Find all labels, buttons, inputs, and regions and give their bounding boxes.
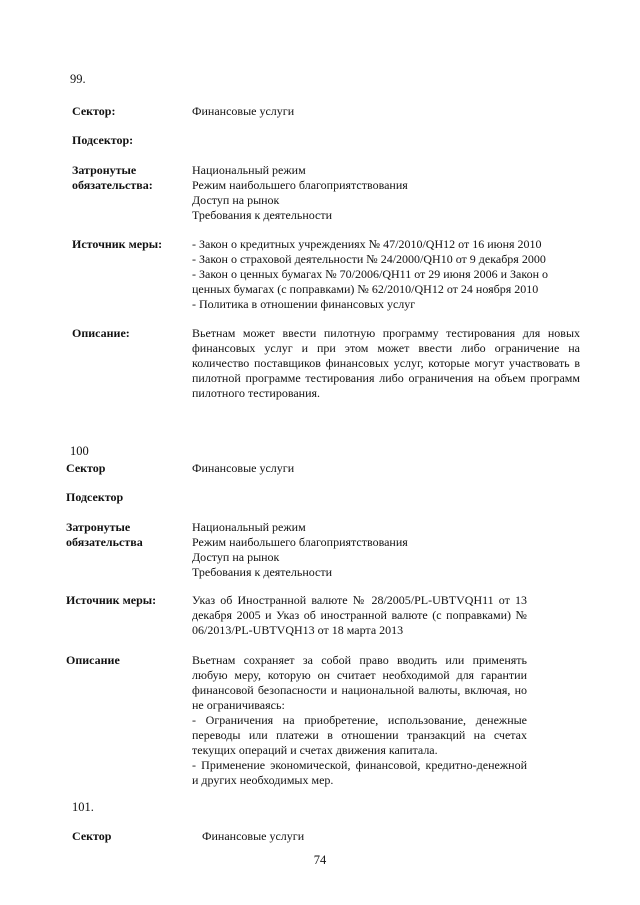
obligation-item: Режим наибольшего благоприятствования bbox=[192, 535, 408, 549]
source-list bbox=[192, 237, 548, 312]
sector-label: Сектор bbox=[66, 461, 106, 475]
sector-label: Сектор bbox=[72, 829, 112, 843]
entry-number-100: 100 bbox=[70, 444, 89, 458]
obligation-item: Доступ на рынок bbox=[192, 550, 280, 564]
source-item: - Закон о кредитных учреждениях № 47/2010/QH12 от 16 июня 2010 bbox=[192, 237, 542, 251]
sector-value: Финансовые услуги bbox=[202, 829, 305, 843]
source-item: - Закон о страховой деятельности № 24/2000/QH10 от 9 декабря 2000 bbox=[192, 252, 546, 266]
page-number: 74 bbox=[313, 853, 327, 867]
description-label: Описание bbox=[66, 653, 120, 667]
entry-number-101: 101. bbox=[72, 800, 94, 814]
subsector-label: Подсектор bbox=[66, 490, 124, 504]
source-label: Источник меры: bbox=[66, 593, 157, 607]
description-row-100 bbox=[66, 653, 527, 788]
sector-label: Сектор: bbox=[72, 104, 116, 118]
description-paragraph: Вьетнам сохраняет за собой право вводить или применять любую меру, которую он считает необходимой для гарантии финансовой безопасности и национальной валюты, включая, но не ограничиваясь: bbox=[192, 653, 527, 712]
description-text: Вьетнам может ввести пилотную программу тестирования для новых финансовых услуг и при этом может ввести либо ограничение на количество поставщиков финансовых услуг, которые могут участвовать в пилотной программе тестирования либо ограничения на объем программ пилотного тестирования. bbox=[192, 326, 580, 400]
source-item: - Закон о ценных бумагах № 70/2006/QH11 от 29 июня 2006 и Закон о bbox=[192, 267, 549, 281]
sector-row-101 bbox=[72, 829, 304, 844]
source-row-100 bbox=[66, 593, 527, 638]
obligations-row-99 bbox=[72, 163, 408, 223]
sector-row-99 bbox=[72, 104, 294, 119]
description-paragraph: - Ограничения на приобретение, использование, денежные переводы или платежи в отношении транзакций на счетах текущих операций и счетах движения капитала. bbox=[192, 713, 527, 757]
obligation-item: Доступ на рынок bbox=[192, 193, 280, 207]
obligations-list bbox=[192, 163, 408, 223]
description-row-99 bbox=[72, 326, 580, 401]
description-block bbox=[192, 653, 527, 788]
obligation-item: Режим наибольшего благоприятствования bbox=[192, 178, 408, 192]
obligation-item: Национальный режим bbox=[192, 163, 306, 177]
obligation-item: Требования к деятельности bbox=[192, 208, 333, 222]
subsector-row-99 bbox=[72, 133, 133, 148]
obligations-label: Затронутые обязательства bbox=[66, 520, 143, 549]
obligations-label: Затронутые обязательства: bbox=[72, 163, 153, 192]
source-item: - Политика в отношении финансовых услуг bbox=[192, 297, 416, 311]
obligations-list bbox=[192, 520, 408, 580]
source-item: ценных бумагах (с поправками) № 62/2010/QH12 от 24 ноября 2010 bbox=[192, 282, 539, 296]
description-label: Описание: bbox=[72, 326, 130, 340]
source-text: Указ об Иностранной валюте № 28/2005/PL-UBTVQH11 от 13 декабря 2005 и Указ об иностранной валюте (с поправками) № 06/2013/PL-UBTVQH13 от 18 марта 2013 bbox=[192, 593, 527, 637]
sector-value: Финансовые услуги bbox=[192, 461, 295, 475]
description-paragraph: - Применение экономической, финансовой, кредитно-денежной и других необходимых мер. bbox=[192, 758, 527, 787]
sector-value: Финансовые услуги bbox=[192, 104, 295, 118]
source-row-99 bbox=[72, 237, 548, 312]
sector-row-100 bbox=[66, 461, 294, 476]
subsector-row-100 bbox=[66, 490, 123, 505]
obligation-item: Национальный режим bbox=[192, 520, 306, 534]
source-label: Источник меры: bbox=[72, 237, 163, 251]
entry-number-99: 99. bbox=[70, 72, 86, 86]
obligation-item: Требования к деятельности bbox=[192, 565, 333, 579]
subsector-label: Подсектор: bbox=[72, 133, 134, 147]
obligations-row-100 bbox=[66, 520, 408, 580]
